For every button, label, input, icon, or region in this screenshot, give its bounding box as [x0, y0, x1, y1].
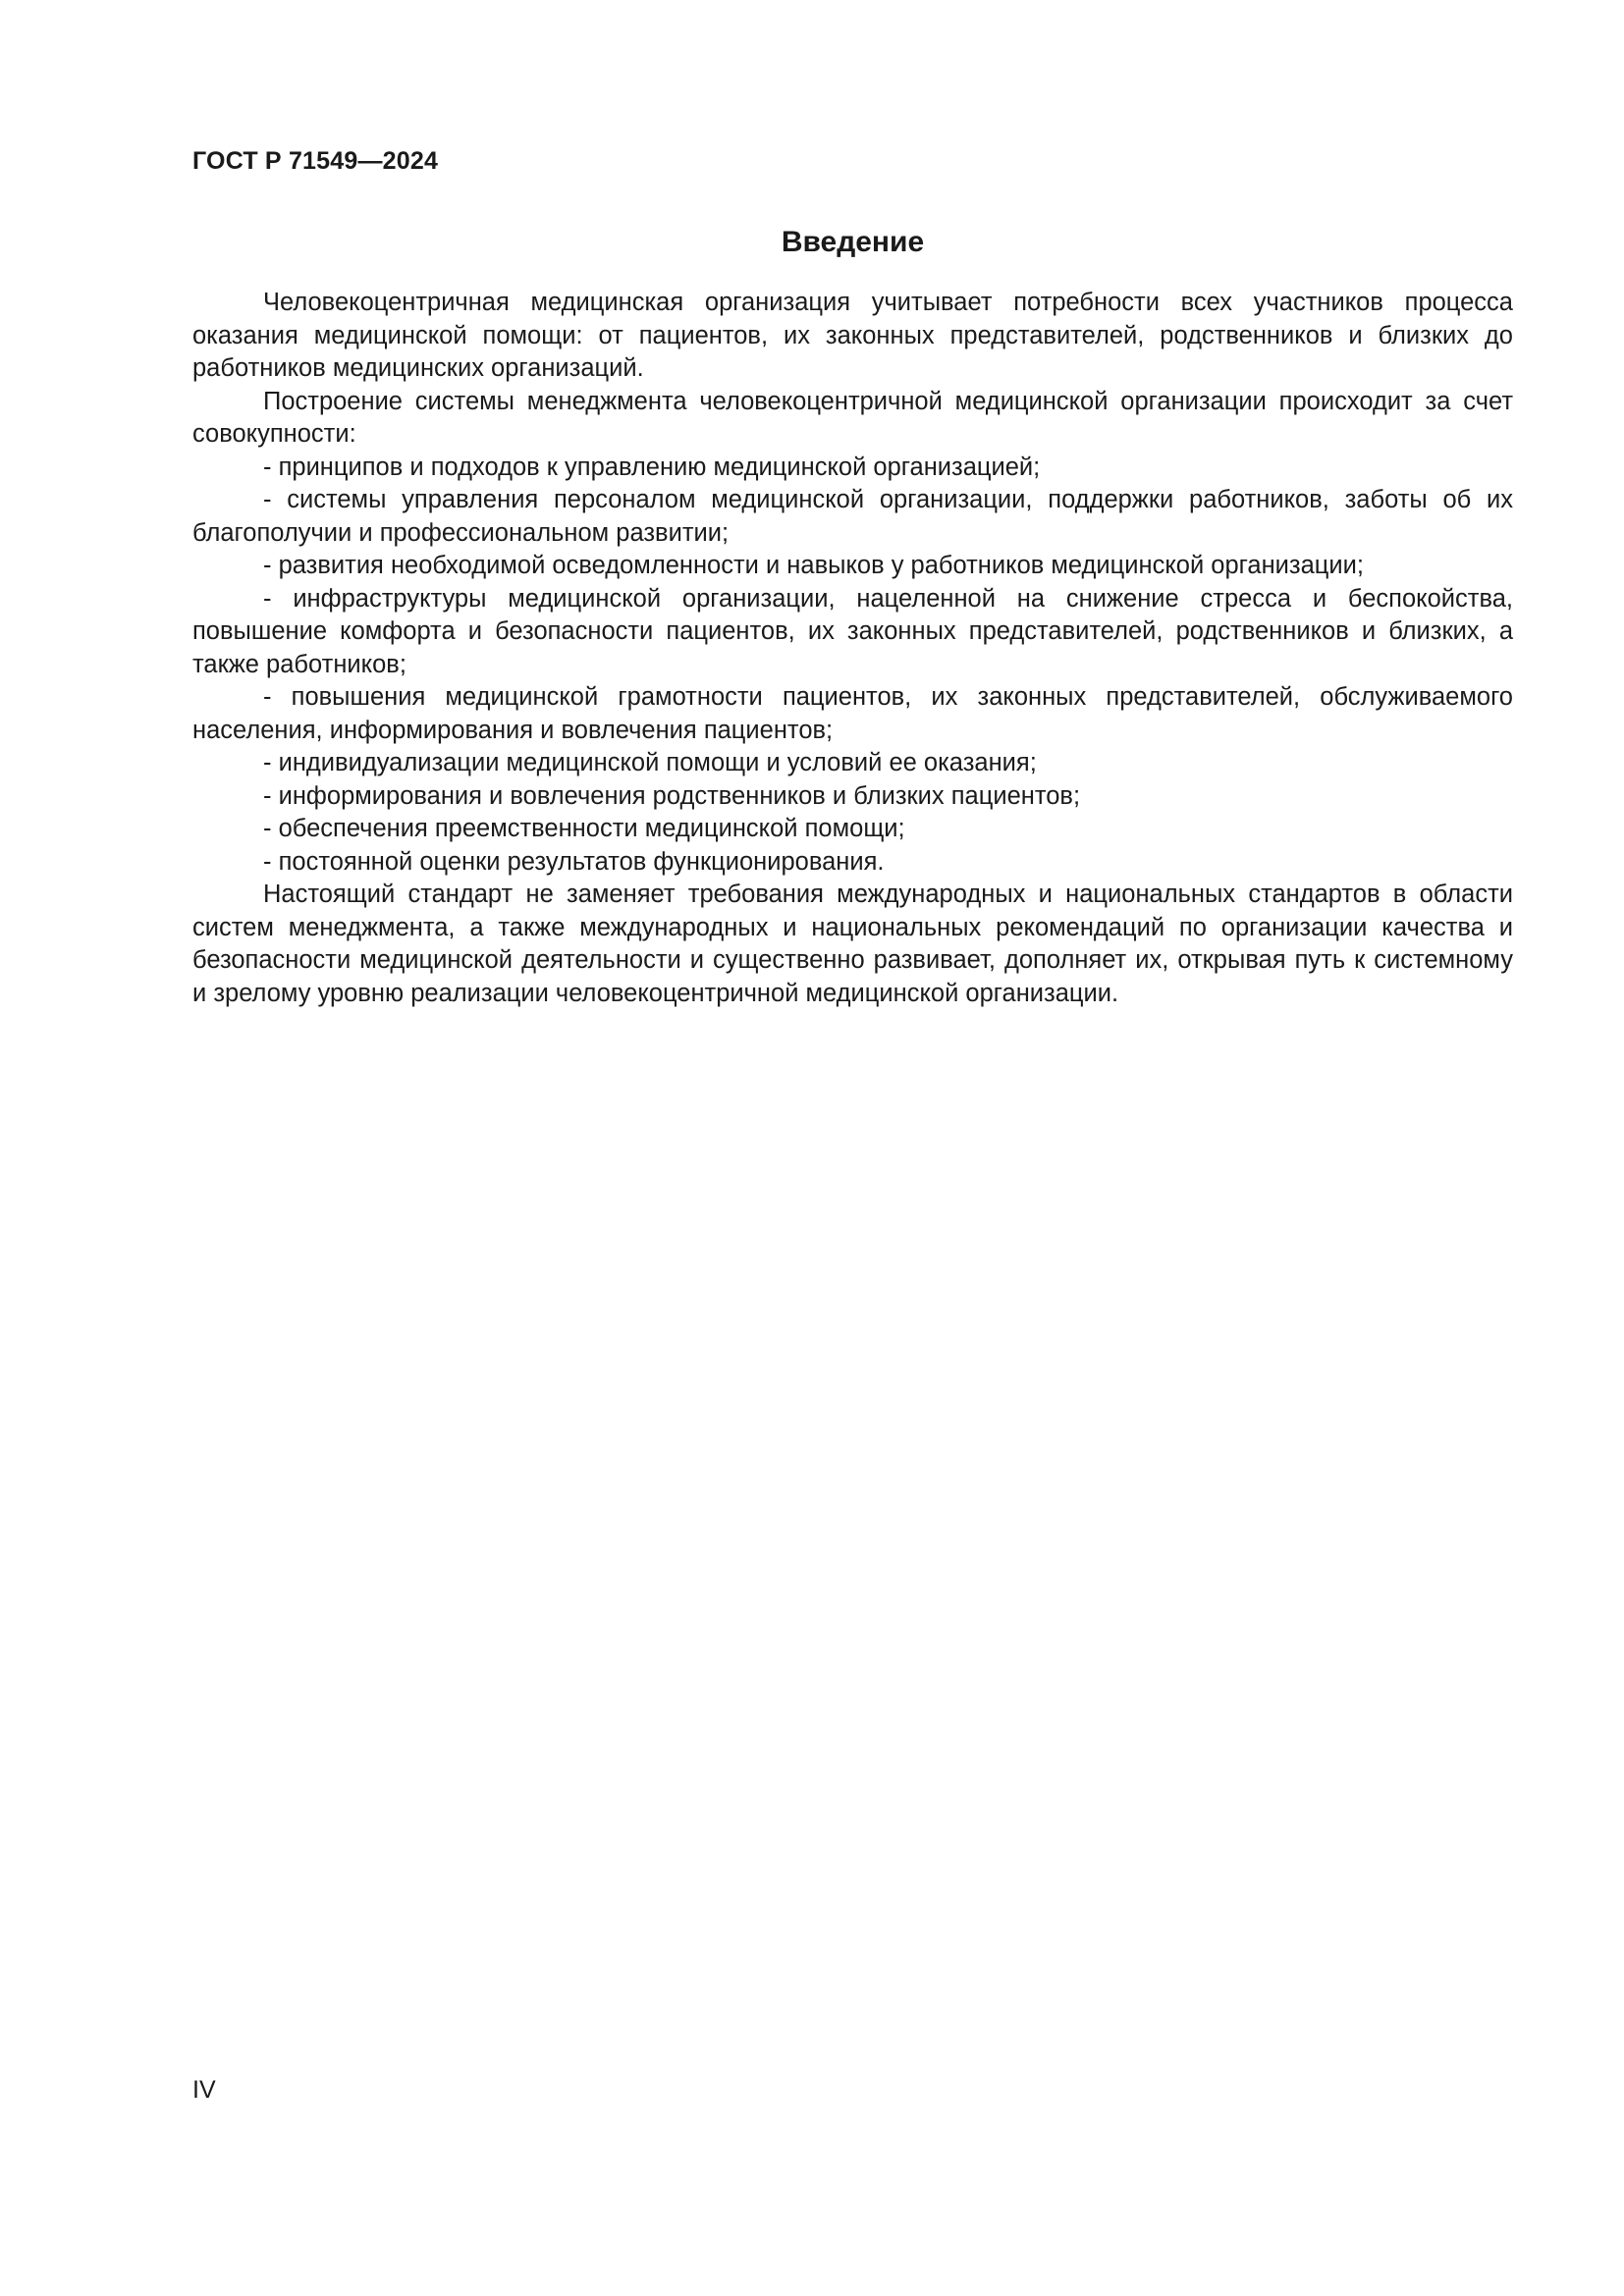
paragraph-intro: Человекоцентричная медицинская организация учитывает потребности всех участников процесса оказания медицинской помощи: от пациентов, их законных представителей, родственников и близких до работников медицинских организаций.	[192, 289, 1513, 382]
list-item-awareness: - развития необходимой осведомленности и навыков у работников медицинской организации;	[263, 552, 1364, 579]
paragraph-scope: Настоящий стандарт не заменяет требования международных и национальных стандартов в области систем менеджмента, а также международных и национальных рекомендаций по организации качества и безопасности медицинской деятельности и существенно развивает, дополняет их, открывая путь к системному и зрелому уровню реализации человекоцентричной медицинской организации.	[192, 881, 1513, 1007]
body-text	[192, 287, 1513, 1010]
list-item-principles: - принципов и подходов к управлению медицинской организацией;	[263, 453, 1041, 481]
paragraph-management-system: Построение системы менеджмента человекоцентричной медицинской организации происходит за счет совокупности:	[192, 387, 1513, 448]
list-item-personnel: - системы управления персоналом медицинской организации, поддержки работников, заботы об их благополучии и профессиональном развитии;	[192, 486, 1513, 547]
list-item-relatives: - информирования и вовлечения родственников и близких пациентов;	[263, 781, 1081, 810]
list-item-individualization: - индивидуализации медицинской помощи и условий ее оказания;	[263, 749, 1037, 776]
list-item-continuity: - обеспечения преемственности медицинской помощи;	[263, 815, 905, 842]
page-number: IV	[192, 2076, 216, 2104]
list-item-evaluation: - постоянной оценки результатов функционирования.	[263, 847, 885, 876]
list-item-infrastructure: - инфраструктуры медицинской организации, нацеленной на снижение стресса и беспокойства, повышение комфорта и безопасности пациентов, их законных представителей, родственников и близких, а также работников;	[192, 584, 1513, 678]
section-title: Введение	[781, 226, 925, 258]
list-item-literacy: - повышения медицинской грамотности пациентов, их законных представителей, обслуживаемого населения, информирования и вовлечения пациентов;	[192, 683, 1513, 744]
standard-code-header: ГОСТ Р 71549—2024	[192, 147, 439, 175]
